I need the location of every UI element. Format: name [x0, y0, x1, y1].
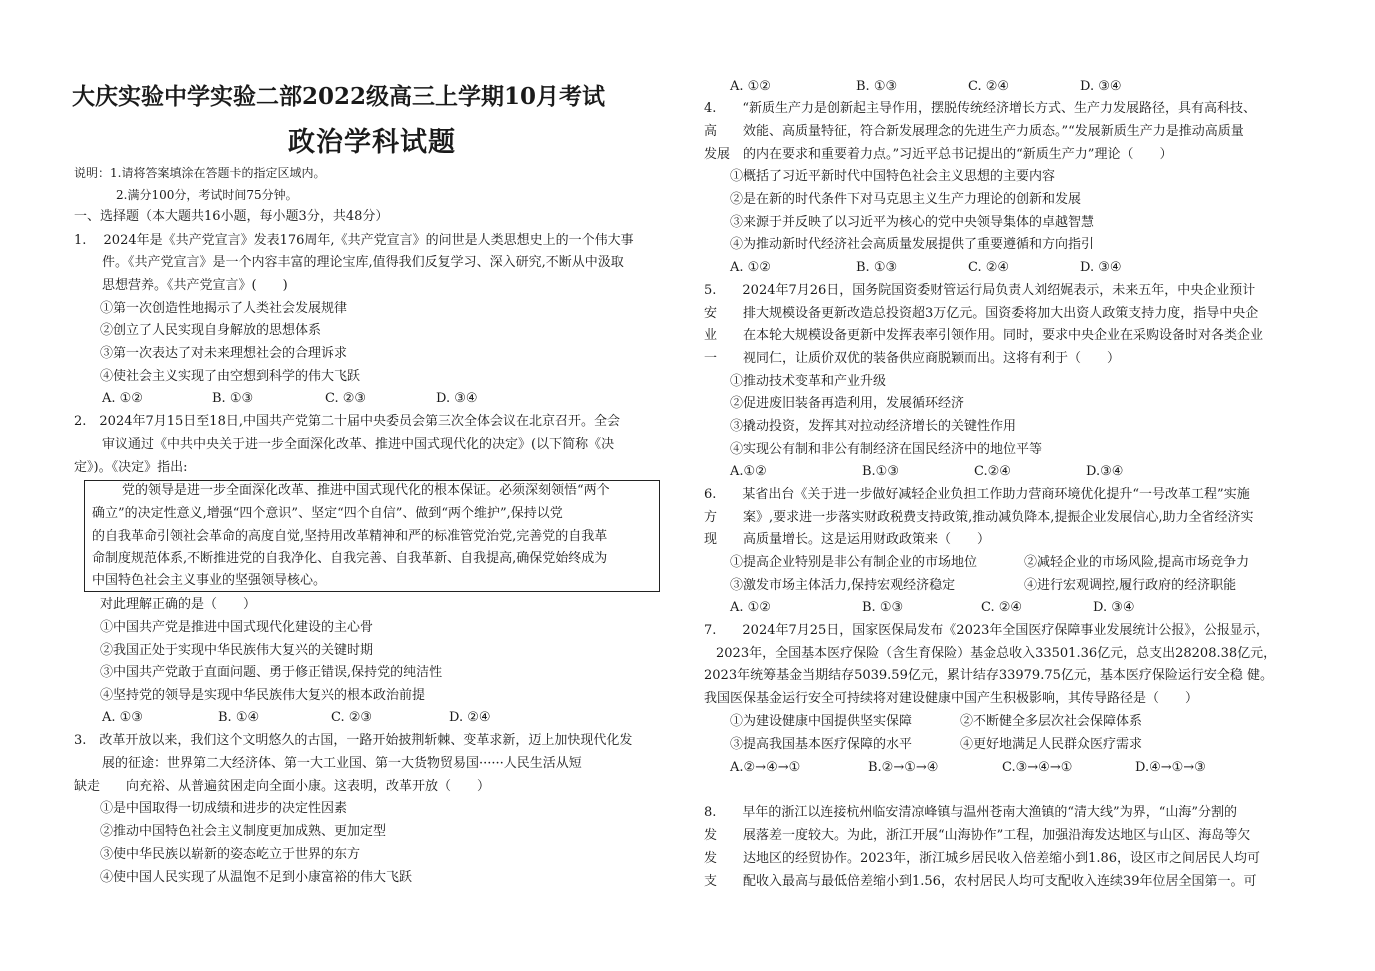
q5-choice-c: C.②④ — [974, 464, 1011, 479]
q2-choice-c: C. ②③ — [331, 710, 373, 725]
q8-stem-line: 发 展落差一度较大。为此，浙江开展“山海协作”工程，加强沿海发达地区与山区、海岛等欠 — [704, 828, 1251, 843]
q7-stem-line: 2023年，全国基本医疗保险（含生育保险）基金总收入33501.36亿元，总支出28208.38亿元， — [716, 646, 1277, 661]
q7-option: ③提高我国基本医疗保障的水平 — [730, 737, 913, 752]
q4-option: ②是在新的时代条件下对马克思主义生产力理论的创新和发展 — [730, 192, 1082, 207]
subject-title: 政治学科试题 — [288, 127, 456, 158]
q5-choice-a: A.①② — [730, 464, 767, 479]
q5-option: ②促进废旧装备再造利用，发展循环经济 — [730, 396, 965, 411]
q2-option: ④坚持党的领导是实现中华民族伟大复兴的根本政治前提 — [100, 688, 426, 703]
q5-stem-line: 5. 2024年7月26日，国务院国资委财管运行局负责人刘绍娓表示，未来五年，中央企业预计 — [704, 283, 1256, 298]
q6-option: ④进行宏观调控,履行政府的经济职能 — [1024, 578, 1237, 593]
note-2: 2.满分100分，考试时间75分钟。 — [116, 188, 298, 202]
q4-stem-line: 4. “新质生产力是创新起主导作用，摆脱传统经济增长方式、生产力发展路径，具有高科技、 — [704, 101, 1257, 116]
q3-stem-line: 3. 改革开放以来，我们这个文明悠久的古国，一路开始披荆斩棘、变革求新，迈上加快现代化发 — [74, 733, 633, 748]
q7-stem-line: 我国医保基金运行安全可持续将对建设健康中国产生积极影响，其传导路径是（ ） — [704, 691, 1199, 706]
q4-stem-line: 高 效能、高质量特征，符合新发展理念的先进生产力质态。”“发展新质生产力是推动高质量 — [704, 124, 1244, 139]
q7-option: ④更好地满足人民群众医疗需求 — [960, 737, 1143, 752]
q3-choice-c: C. ②④ — [968, 79, 1010, 94]
q1-option: ②创立了人民实现自身解放的思想体系 — [100, 323, 322, 338]
q3-stem-line: 展的征途：世界第二大经济体、第一大工业国、第一大货物贸易国······人民生活从短 — [102, 756, 582, 771]
q2-choice-d: D. ②④ — [449, 710, 491, 725]
q5-option: ①推动技术变革和产业升级 — [730, 374, 887, 389]
q4-choice-a: A. ①② — [730, 260, 771, 275]
q4-choice-d: D. ③④ — [1080, 260, 1122, 275]
section-heading: 一、选择题（本大题共16小题，每小题3分，共48分） — [74, 209, 389, 224]
q5-stem-line: 业 在本轮大规模设备更新中发挥表率引领作用。同时，要求中央企业在采购设备时对各类企业 — [704, 328, 1264, 343]
q1-option: ①第一次创造性地揭示了人类社会发展规律 — [100, 301, 348, 316]
quote-line: 的自我革命引领社会革命的高度自觉,坚持用改革精神和严的标准管党治党,完善党的自我革 — [92, 529, 608, 544]
q5-option: ④实现公有制和非公有制经济在国民经济中的地位平等 — [730, 442, 1043, 457]
note-1: 说明：1.请将答案填涂在答题卡的指定区域内。 — [74, 166, 326, 180]
q1-stem-line: 件。《共产党宣言》是一个内容丰富的理论宝库,值得我们反复学习、深入研究,不断从中汲取 — [102, 255, 624, 270]
q3-option: ④使中国人民实现了从温饱不足到小康富裕的伟大飞跃 — [100, 870, 413, 885]
q4-option: ①概括了习近平新时代中国特色社会主义思想的主要内容 — [730, 169, 1056, 184]
q2-stem-line: 2. 2024年7月15日至18日,中国共产党第二十届中央委员会第三次全体会议在北京召开。全会 — [74, 414, 620, 429]
q3-choice-d: D. ③④ — [1080, 79, 1122, 94]
q6-stem-line: 6. 某省出台《关于进一步做好减轻企业负担工作助力营商环境优化提升“一号改革工程”实施 — [704, 487, 1250, 502]
q4-option: ③来源于并反映了以习近平为核心的党中央领导集体的卓越智慧 — [730, 215, 1095, 230]
q6-option: ③激发市场主体活力,保持宏观经济稳定 — [730, 578, 956, 593]
q2-option: ①中国共产党是推进中国式现代化建设的主心骨 — [100, 620, 374, 635]
q7-choice-b: B.②→①→④ — [868, 760, 939, 775]
q8-stem-line: 发 达地区的经贸协作。2023年，浙江城乡居民收入倍差缩小到1.86，设区市之间居民人均可 — [704, 851, 1261, 866]
q1-choice-d: D. ③④ — [436, 391, 478, 406]
q6-choice-a: A. ①② — [730, 600, 771, 615]
q4-stem-line: 发展 的内在要求和重要着力点。”习近平总书记提出的“新质生产力”理论（ ） — [704, 147, 1173, 162]
q1-stem-line: 1. 2024年是《共产党宣言》发表176周年,《共产党宣言》的问世是人类思想史上的一个伟大事 — [74, 233, 634, 248]
q5-choice-d: D.③④ — [1086, 464, 1124, 479]
q2-stem-line: 审议通过《中共中央关于进一步全面深化改革、推进中国式现代化的决定》(以下简称《决 — [102, 437, 615, 452]
q1-option: ④使社会主义实现了由空想到科学的伟大飞跃 — [100, 369, 361, 384]
q1-choice-b: B. ①③ — [212, 391, 254, 406]
q6-choice-b: B. ①③ — [862, 600, 904, 615]
q2-option: ③中国共产党敢于直面问题、勇于修正错误,保持党的纯洁性 — [100, 665, 443, 680]
q6-option: ②减轻企业的市场风险,提高市场竞争力 — [1024, 555, 1250, 570]
q4-option: ④为推动新时代经济社会高质量发展提供了重要遵循和方向指引 — [730, 237, 1095, 252]
q7-stem-line: 2023年统筹基金当期结存5039.59亿元，累计结存33979.75亿元，基本医疗保险运行安全稳 健。 — [704, 668, 1274, 683]
q3-choice-b: B. ①③ — [856, 79, 898, 94]
q1-choice-c: C. ②③ — [325, 391, 367, 406]
exam-title: 大庆实验中学实验二部2022级高三上学期10月考试 — [72, 83, 606, 110]
quote-line: 党的领导是进一步全面深化改革、推进中国式现代化的根本保证。必须深刻领悟“两个 — [122, 483, 610, 498]
q5-stem-line: 安 排大规模设备更新改造总投资超3万亿元。国资委将加大出资人政策支持力度，指导中央企 — [704, 306, 1259, 321]
q7-option: ②不断健全多层次社会保障体系 — [960, 714, 1143, 729]
q1-option: ③第一次表达了对未来理想社会的合理诉求 — [100, 346, 348, 361]
quote-line: 确立”的决定性意义,增强“四个意识”、坚定“四个自信”、做到“两个维护”,保持以党 — [92, 506, 563, 521]
q8-stem-line: 支 配收入最高与最低倍差缩小到1.56，农村居民人均可支配收入连续39年位居全国第一。可 — [704, 874, 1257, 889]
q3-stem-line: 缺走 向充裕、从普遍贫困走向全面小康。这表明，改革开放（ ） — [74, 779, 491, 794]
q6-choice-d: D. ③④ — [1093, 600, 1135, 615]
q7-stem-line: 7. 2024年7月25日，国家医保局发布《2023年全国医疗保障事业发展统计公报》，公报显示， — [704, 623, 1269, 638]
q3-option: ③使中华民族以崭新的姿态屹立于世界的东方 — [100, 847, 361, 862]
q2-question: 对此理解正确的是（ ） — [100, 597, 257, 612]
quote-line: 命制度规范体系,不断推进党的自我净化、自我完善、自我革新、自我提高,确保党始终成为 — [92, 551, 608, 566]
q2-choice-b: B. ①④ — [218, 710, 260, 725]
quote-line: 中国特色社会主义事业的坚强领导核心。 — [92, 573, 327, 588]
q6-stem-line: 方 案》,要求进一步落实财政税费支持政策,推动减负降本,提振企业发展信心,助力全省经济实 — [704, 510, 1254, 525]
q1-stem-line: 思想营养。《共产党宣言》( ) — [102, 278, 288, 293]
q4-choice-c: C. ②④ — [968, 260, 1010, 275]
q6-option: ①提高企业特别是非公有制企业的市场地位 — [730, 555, 978, 570]
q7-choice-d: D.④→①→③ — [1135, 760, 1206, 775]
q5-choice-b: B.①③ — [862, 464, 899, 479]
q6-choice-c: C. ②④ — [981, 600, 1023, 615]
q5-stem-line: 一 视同仁，让质价双优的装备供应商脱颖而出。这将有利于（ ） — [704, 351, 1121, 366]
q6-stem-line: 现 高质量增长。这是运用财政政策来（ ） — [704, 532, 991, 547]
q7-option: ①为建设健康中国提供坚实保障 — [730, 714, 913, 729]
q3-option: ②推动中国特色社会主义制度更加成熟、更加定型 — [100, 824, 387, 839]
q3-choice-a: A. ①② — [730, 79, 771, 94]
q5-option: ③撬动投资，发挥其对拉动经济增长的关键性作用 — [730, 419, 1017, 434]
q4-choice-b: B. ①③ — [856, 260, 898, 275]
q8-stem-line: 8. 早年的浙江以连接杭州临安清凉峰镇与温州苍南大渔镇的“清大线”为界，“山海”分割的 — [704, 805, 1237, 820]
q2-stem-line: 定》)。《决定》指出: — [74, 460, 188, 475]
q3-option: ①是中国取得一切成绩和进步的决定性因素 — [100, 801, 348, 816]
q2-choice-a: A. ①③ — [102, 710, 143, 725]
q1-choice-a: A. ①② — [102, 391, 143, 406]
q2-option: ②我国正处于实现中华民族伟大复兴的关键时期 — [100, 643, 374, 658]
q7-choice-a: A.②→④→① — [730, 760, 801, 775]
q7-choice-c: C.③→④→① — [1002, 760, 1073, 775]
